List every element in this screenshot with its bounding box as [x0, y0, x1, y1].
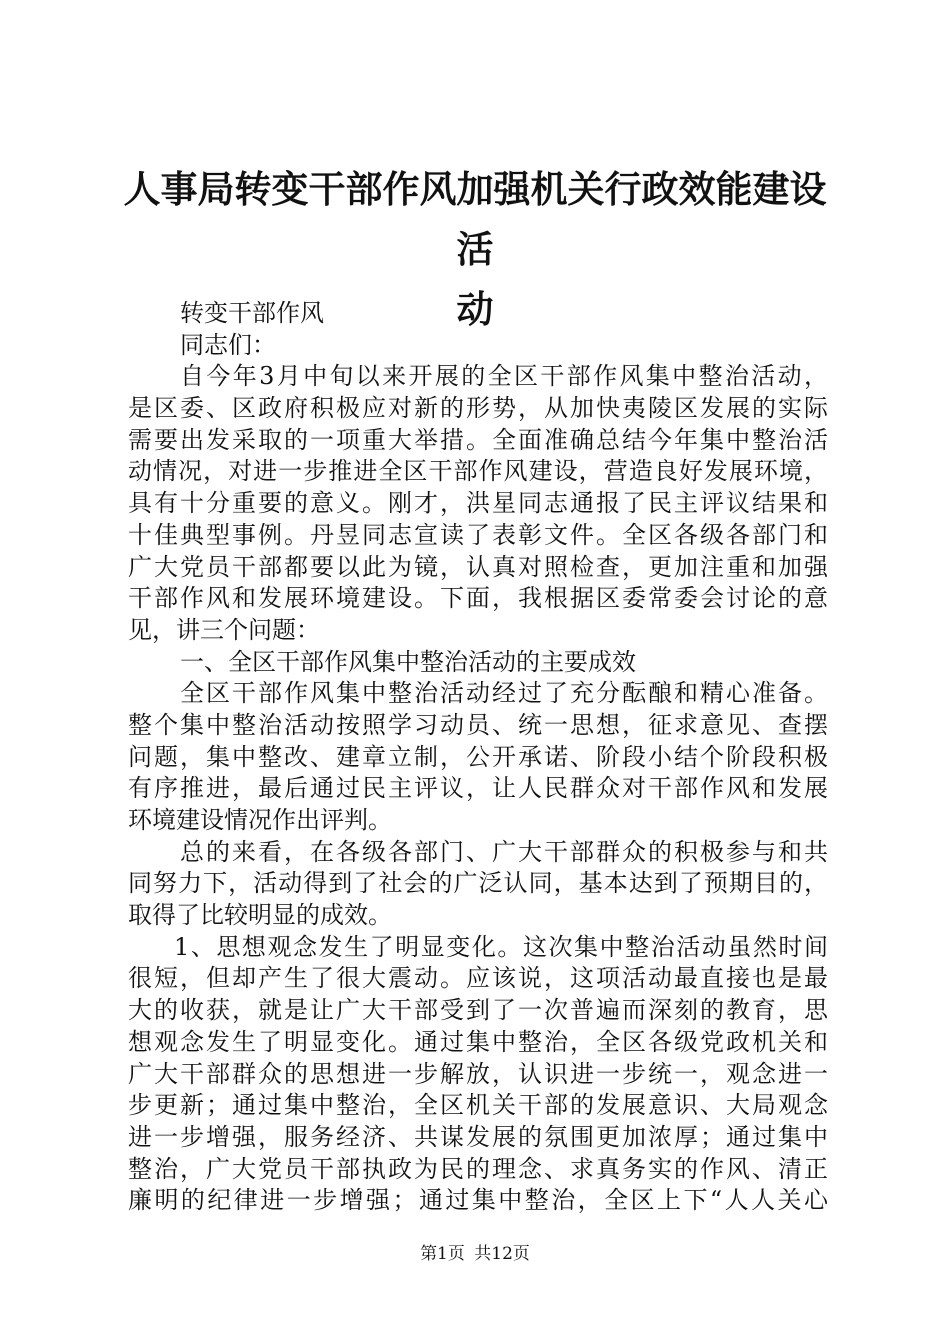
section-heading: 一、全区干部作风集中整治活动的主要成效: [180, 647, 636, 676]
paragraph-line: 步更新；通过集中整治，全区机关干部的发展意识、大局观念: [128, 1091, 828, 1120]
paragraph-line: 环境建设情况作出评判。: [128, 806, 392, 834]
paragraph-line: 1、思想观念发生了明显变化。这次集中整治活动虽然时间: [174, 932, 828, 961]
paragraph-line: 自今年3月中旬以来开展的全区干部作风集中整治活动，: [180, 362, 828, 391]
paragraph-line: 动情况，对进一步推进全区干部作风建设，营造良好发展环境，: [128, 457, 828, 486]
paragraph-line: 干部作风和发展环境建设。下面，我根据区委常委会讨论的意: [128, 584, 828, 613]
title-line-1: 人事局转变干部作风加强机关行政效能建设活: [123, 168, 827, 271]
paragraph-line: 整治，广大党员干部执政为民的理念、求真务实的作风、清正: [128, 1154, 828, 1183]
title-line-2: 动: [456, 288, 494, 331]
paragraph-line: 整个集中整治活动按照学习动员、统一思想，征求意见、查摆: [128, 710, 828, 739]
paragraph-line: 十佳典型事例。丹昱同志宣读了表彰文件。全区各级各部门和: [128, 520, 828, 549]
paragraph-line: 总的来看，在各级各部门、广大干部群众的积极参与和共: [180, 837, 828, 866]
paragraph-line: 大的收获，就是让广大干部受到了一次普遍而深刻的教育，思: [128, 996, 828, 1025]
paragraph-line: 广大党员干部都要以此为镜，认真对照检查，更加注重和加强: [128, 552, 828, 581]
paragraph-line: 见，讲三个问题：: [128, 615, 320, 644]
page-footer: [0, 1243, 950, 1265]
paragraph-line: 很短，但却产生了很大震动。应该说，这项活动最直接也是最: [128, 964, 828, 993]
page-number: 第1页 共12页: [420, 1244, 530, 1264]
paragraph-line: 同努力下，活动得到了社会的广泛认同，基本达到了预期目的，: [128, 869, 828, 898]
paragraph-line: 有序推进，最后通过民主评议，让人民群众对干部作风和发展: [128, 774, 828, 803]
paragraph-line: 想观念发生了明显变化。通过集中整治，全区各级党政机关和: [128, 1027, 828, 1056]
section-label: 转变干部作风: [180, 299, 324, 327]
paragraph-line: 问题，集中整改、建章立制，公开承诺、阶段小结个阶段积极: [128, 742, 828, 771]
paragraph-line: 廉明的纪律进一步增强；通过集中整治，全区上下“人人关心: [128, 1186, 828, 1215]
paragraph-line: 是区委、区政府积极应对新的形势，从加快夷陵区发展的实际: [128, 394, 828, 423]
paragraph-line: 具有十分重要的意义。刚才，洪星同志通报了民主评议结果和: [128, 489, 828, 518]
paragraph-line: 全区干部作风集中整治活动经过了充分酝酿和精心准备。: [180, 679, 828, 708]
document-body: [128, 298, 828, 1217]
paragraph-line: 进一步增强，服务经济、共谋发展的氛围更加浓厚；通过集中: [128, 1122, 828, 1151]
paragraph-line: 取得了比较明显的成效。: [128, 901, 392, 930]
salutation: 同志们：: [180, 330, 276, 359]
paragraph-line: 广大干部群众的思想进一步解放，认识进一步统一，观念进一: [128, 1059, 828, 1088]
paragraph-line: 需要出发采取的一项重大举措。全面准确总结今年集中整治活: [128, 425, 828, 454]
